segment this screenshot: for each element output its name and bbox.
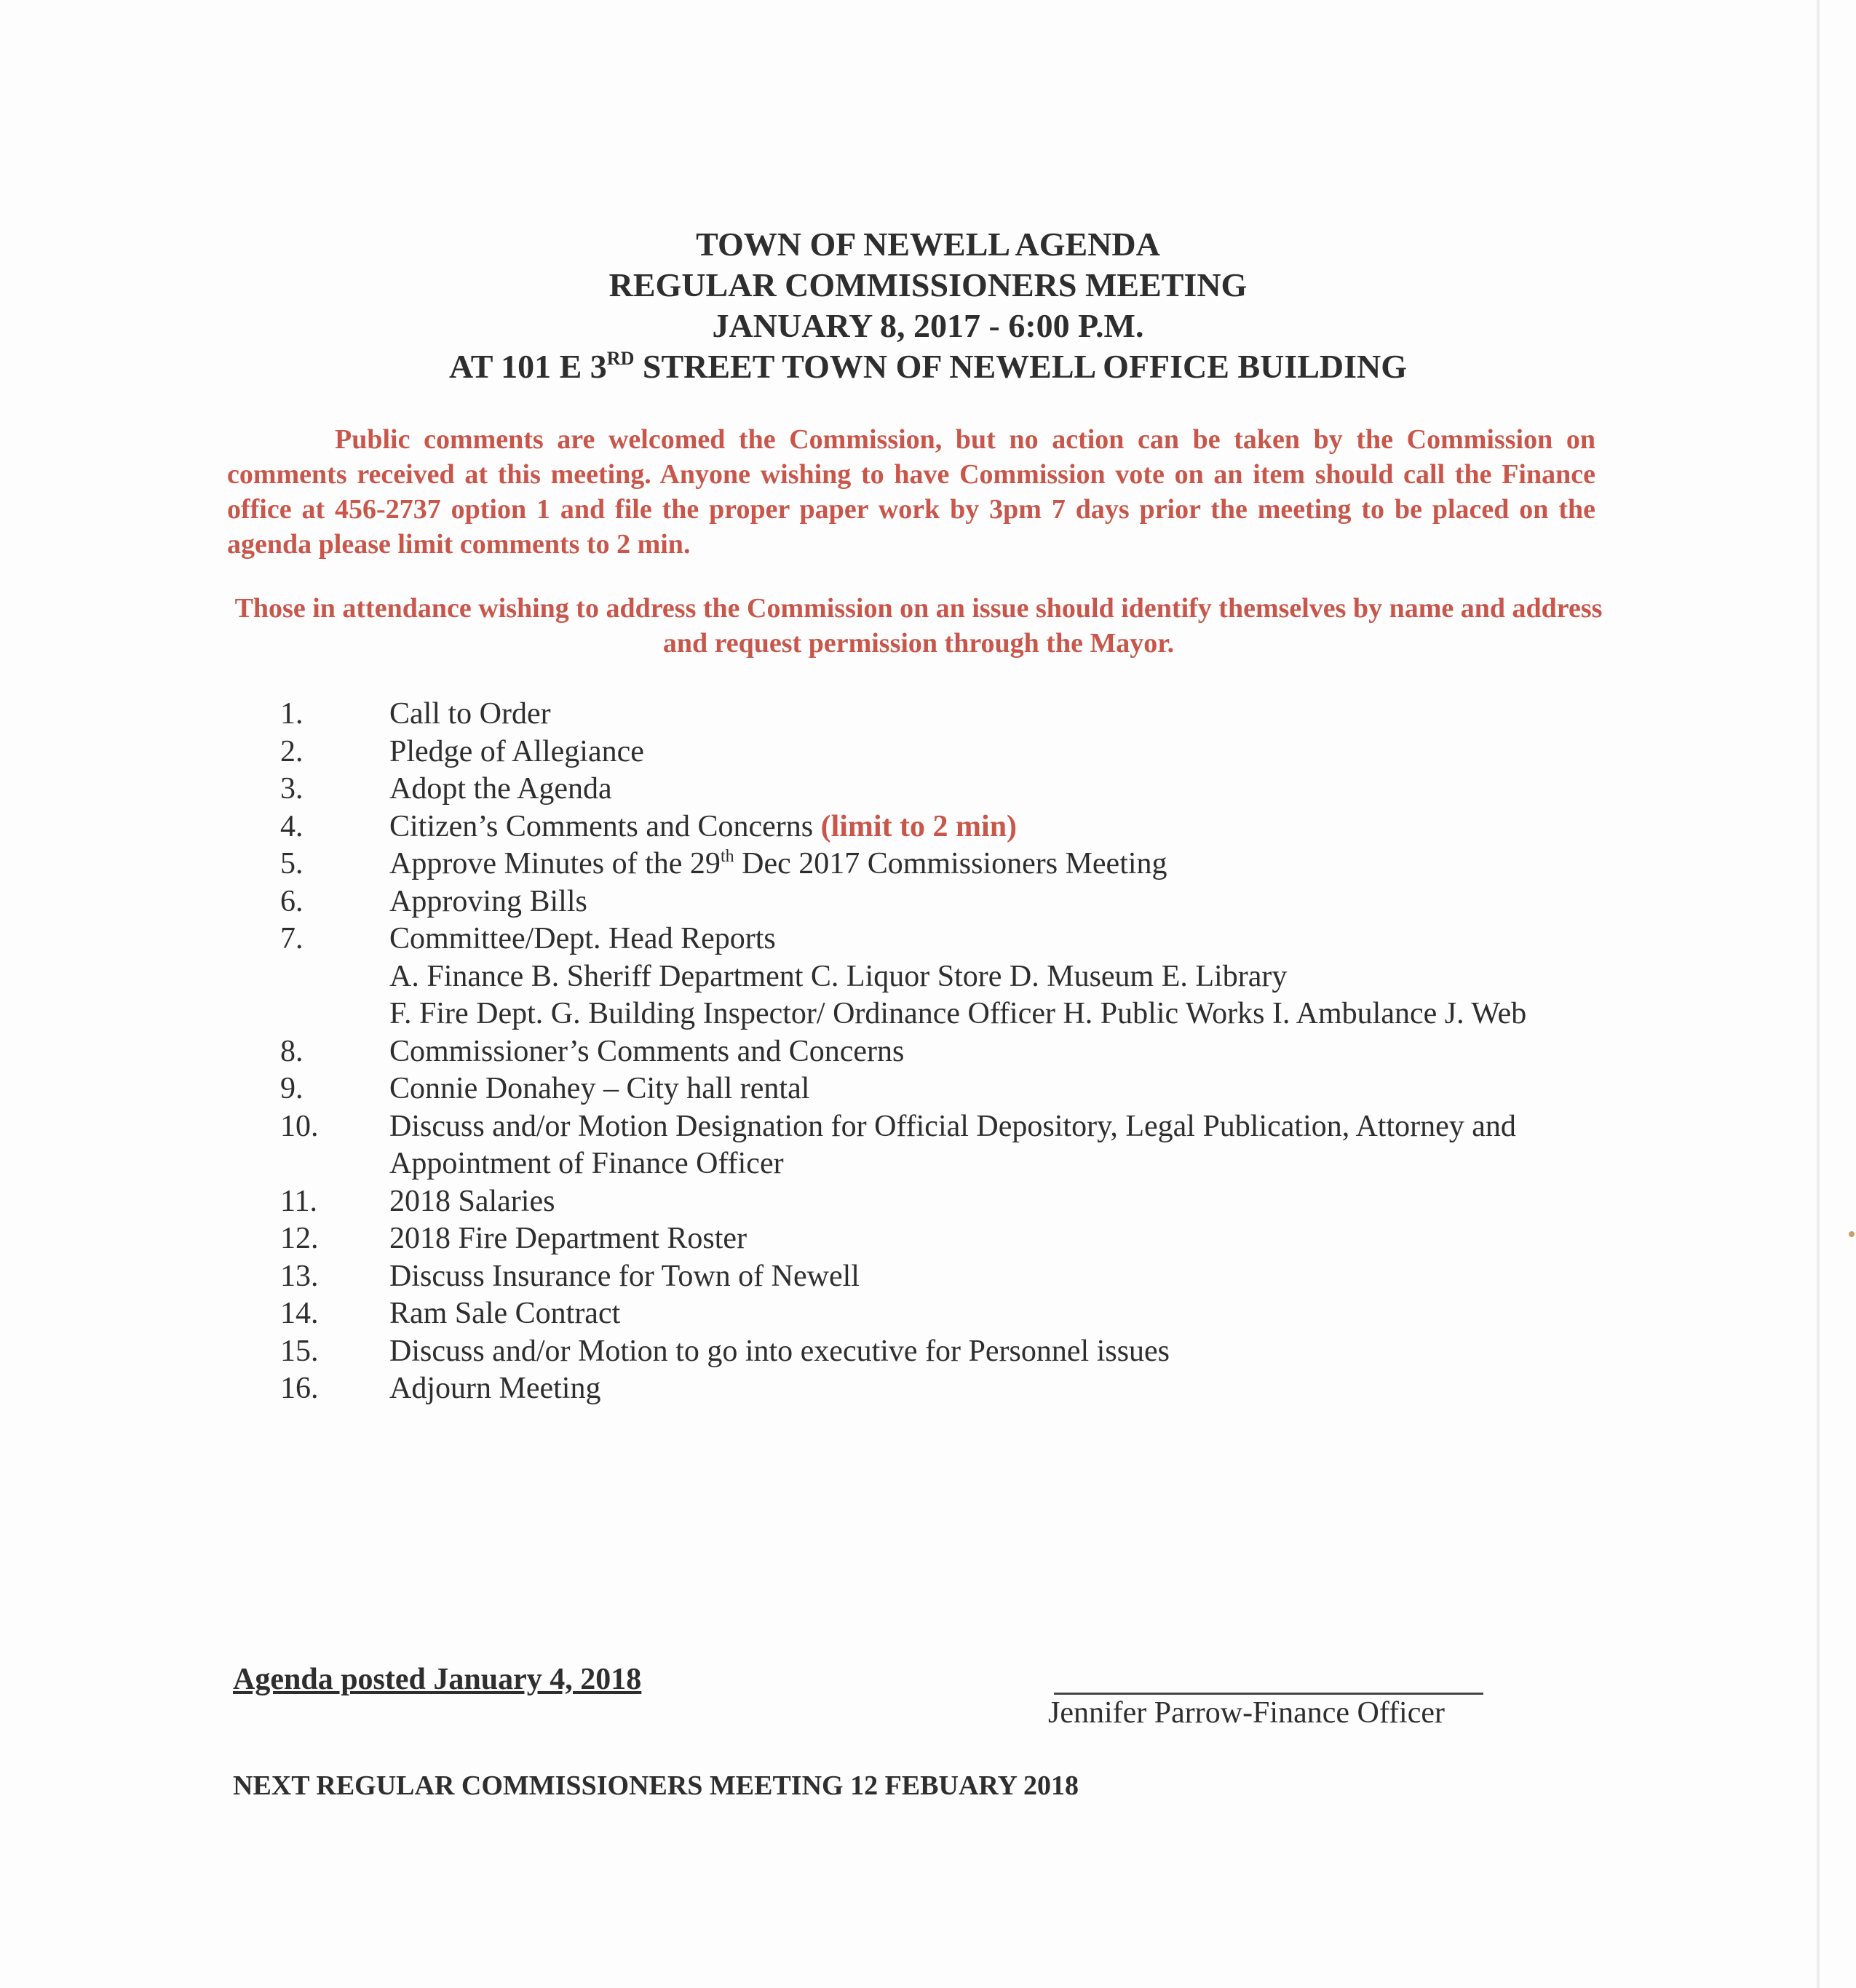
item-number: 3. [280, 772, 304, 806]
limit-note: (limit to 2 min) [820, 809, 1018, 843]
item-number: 11. [280, 1184, 317, 1218]
item-number: 1. [280, 697, 304, 731]
item-text: Connie Donahey – City hall rental [389, 1072, 810, 1105]
item-number: 7. [280, 922, 304, 955]
item-number: 6. [280, 884, 304, 918]
item-text: Approving Bills [389, 884, 587, 918]
agenda-header [0, 224, 1856, 387]
item-text: Call to Order [389, 697, 551, 731]
item7-subitems-f-j: F. Fire Dept. G. Building Inspector/ Ordinance Officer H. Public Works I. Ambulance J. Web [389, 997, 1527, 1030]
item-text: Citizen’s Comments and Concerns [389, 809, 821, 843]
agenda-item [280, 846, 1700, 883]
item-number: 14. [280, 1297, 319, 1330]
item-number: 8. [280, 1034, 304, 1068]
item-text: 2018 Salaries [389, 1184, 555, 1218]
item-text: Discuss and/or Motion Designation for Official Depository, Legal Publication, Attorney and [389, 1109, 1516, 1143]
item-text: Committee/Dept. Head Reports [389, 922, 776, 955]
item-number: 9. [280, 1072, 304, 1105]
item-number: 2. [280, 734, 304, 768]
item-number: 13. [280, 1259, 319, 1293]
item-number: 4. [280, 809, 304, 843]
item-text-post: Dec 2017 Commissioners Meeting [734, 847, 1167, 880]
agenda-item [280, 1333, 1700, 1371]
agenda-item [280, 696, 1700, 733]
item-text-continued: Appointment of Finance Officer [389, 1147, 784, 1180]
item-text: Discuss and/or Motion to go into executive for Personnel issues [389, 1334, 1170, 1368]
location-sup: RD [606, 348, 635, 369]
item-text: Commissioner’s Comments and Concerns [389, 1034, 905, 1068]
item-number: 12. [280, 1222, 319, 1255]
item-text-wrap [389, 846, 1700, 883]
signature-line [1054, 1693, 1483, 1695]
agenda-item [280, 1070, 1700, 1108]
agenda-item [280, 1258, 1700, 1296]
header-title: TOWN OF NEWELL AGENDA [696, 226, 1160, 263]
header-meeting-type: REGULAR COMMISSIONERS MEETING [608, 266, 1248, 303]
agenda-item [280, 808, 1700, 846]
item-number: 10. [280, 1109, 319, 1143]
agenda-item [280, 1220, 1700, 1258]
item-number: 5. [280, 847, 304, 880]
item-text: Pledge of Allegiance [389, 734, 644, 768]
item-text: 2018 Fire Department Roster [389, 1222, 747, 1255]
item-text-pre: Approve Minutes of the 29 [389, 847, 721, 880]
agenda-item [280, 1295, 1700, 1333]
item-text-wrap [389, 1108, 1700, 1183]
agenda-posted-date: Agenda posted January 4, 2018 [233, 1663, 642, 1696]
item-number: 16. [280, 1372, 319, 1405]
paper-speck [1849, 1231, 1855, 1237]
signatory-name: Jennifer Parrow-Finance Officer [1048, 1696, 1445, 1730]
item-text: Adjourn Meeting [389, 1372, 601, 1405]
agenda-item [280, 771, 1700, 808]
item7-subitems-a-e: A. Finance B. Sheriff Department C. Liquor Store D. Museum E. Library [389, 959, 1288, 993]
agenda-item [280, 883, 1700, 921]
agenda-item [280, 921, 1700, 958]
agenda-item [280, 1033, 1700, 1071]
location-post: STREET TOWN OF NEWELL OFFICE BUILDING [634, 348, 1408, 385]
item-text-sup: th [720, 847, 734, 866]
header-location [0, 346, 1856, 387]
item-number: 15. [280, 1334, 319, 1368]
location-pre: AT 101 E 3 [448, 348, 607, 385]
next-meeting-notice: NEXT REGULAR COMMISSIONERS MEETING 12 FEBUARY 2018 [233, 1770, 1079, 1801]
item-text: Ram Sale Contract [389, 1297, 621, 1330]
public-comments-notice: Public comments are welcomed the Commission, but no action can be taken by the Commission on comments received at this meeting. Anyone wishing to have Commission vote on an item should call the Finance office at 456-2737 option 1 and file the proper paper work by 3pm 7 days prior the meeting to be placed on the agenda please limit comments to 2 min. [227, 424, 1595, 560]
agenda-list [280, 696, 1700, 1408]
agenda-item [280, 733, 1700, 771]
agenda-item [280, 1183, 1700, 1221]
attendance-notice: Those in attendance wishing to address the Commission on an issue should identify themselves by name and address and request permission through the Mayor. [234, 593, 1603, 659]
item-text: Adopt the Agenda [389, 772, 612, 806]
agenda-item [280, 1108, 1700, 1183]
agenda-item [280, 1370, 1700, 1408]
header-date: JANUARY 8, 2017 - 6:00 P.M. [712, 307, 1144, 344]
item-text: Discuss Insurance for Town of Newell [389, 1259, 860, 1293]
item-text-wrap [389, 808, 1700, 846]
